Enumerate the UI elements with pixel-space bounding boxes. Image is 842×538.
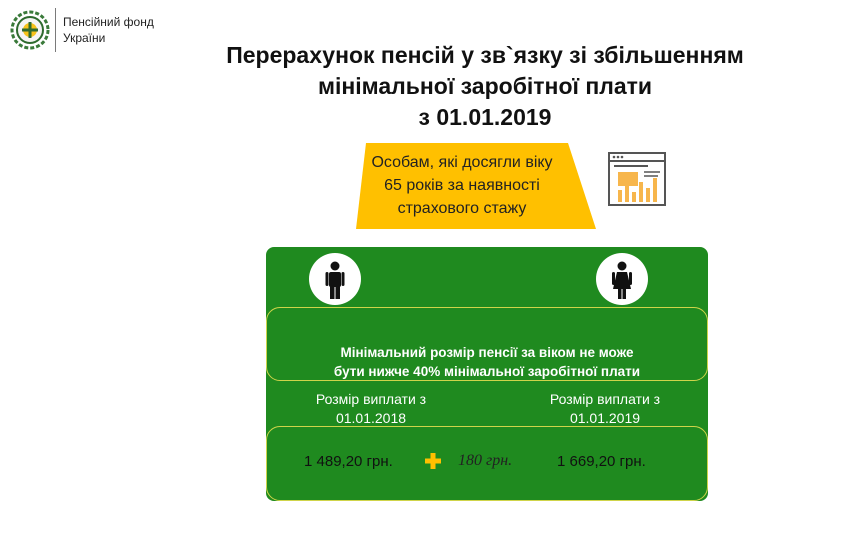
- payment-2019-label-line1: Розмір виплати з: [549, 391, 661, 407]
- page-title: [150, 40, 820, 133]
- eligibility-callout: [356, 143, 596, 229]
- minimum-pension-note: [267, 343, 707, 381]
- increase-amount: 180 грн.: [458, 452, 513, 469]
- minimum-pension-note-line1: Мінімальний розмір пенсії за віком не може: [340, 345, 634, 360]
- payment-2018-label-line2: 01.01.2018: [335, 410, 407, 426]
- amount-2018: 1 489,20 грн.: [304, 453, 393, 470]
- pension-fund-emblem-icon: [10, 10, 50, 50]
- minimum-pension-note-line2: бути нижче 40% мінімальної заробітної плати: [333, 364, 641, 379]
- plus-icon: [425, 453, 441, 474]
- amount-2019: 1 669,20 грн.: [557, 453, 646, 470]
- payment-2018-label-line1: Розмір виплати з: [315, 391, 427, 407]
- eligibility-text: [356, 151, 568, 220]
- page-title-line2: мінімальної заробітної плати: [317, 73, 653, 99]
- header-divider: [55, 8, 56, 52]
- eligibility-line3: страхового стажу: [397, 200, 527, 217]
- eligibility-line2: 65 років за наявності: [384, 177, 540, 194]
- payment-2019-label: [530, 390, 680, 428]
- minimum-pension-band: [266, 307, 708, 381]
- organization-name-line2: України: [63, 31, 106, 45]
- organization-name-line1: Пенсійний фонд: [63, 15, 154, 29]
- man-avatar: [309, 253, 361, 305]
- payment-2019-label-line2: 01.01.2019: [569, 410, 641, 426]
- page-title-line1: Перерахунок пенсій у зв`язку зі збільшенням: [226, 42, 744, 68]
- woman-icon: [596, 253, 648, 305]
- eligibility-line1: Особам, які досягли віку: [371, 154, 553, 171]
- report-chart-icon: [608, 152, 666, 211]
- organization-name: [63, 14, 154, 46]
- page-title-line3: з 01.01.2019: [418, 104, 552, 130]
- woman-avatar: [596, 253, 648, 305]
- payment-2018-label: [296, 390, 446, 428]
- man-icon: [309, 253, 361, 305]
